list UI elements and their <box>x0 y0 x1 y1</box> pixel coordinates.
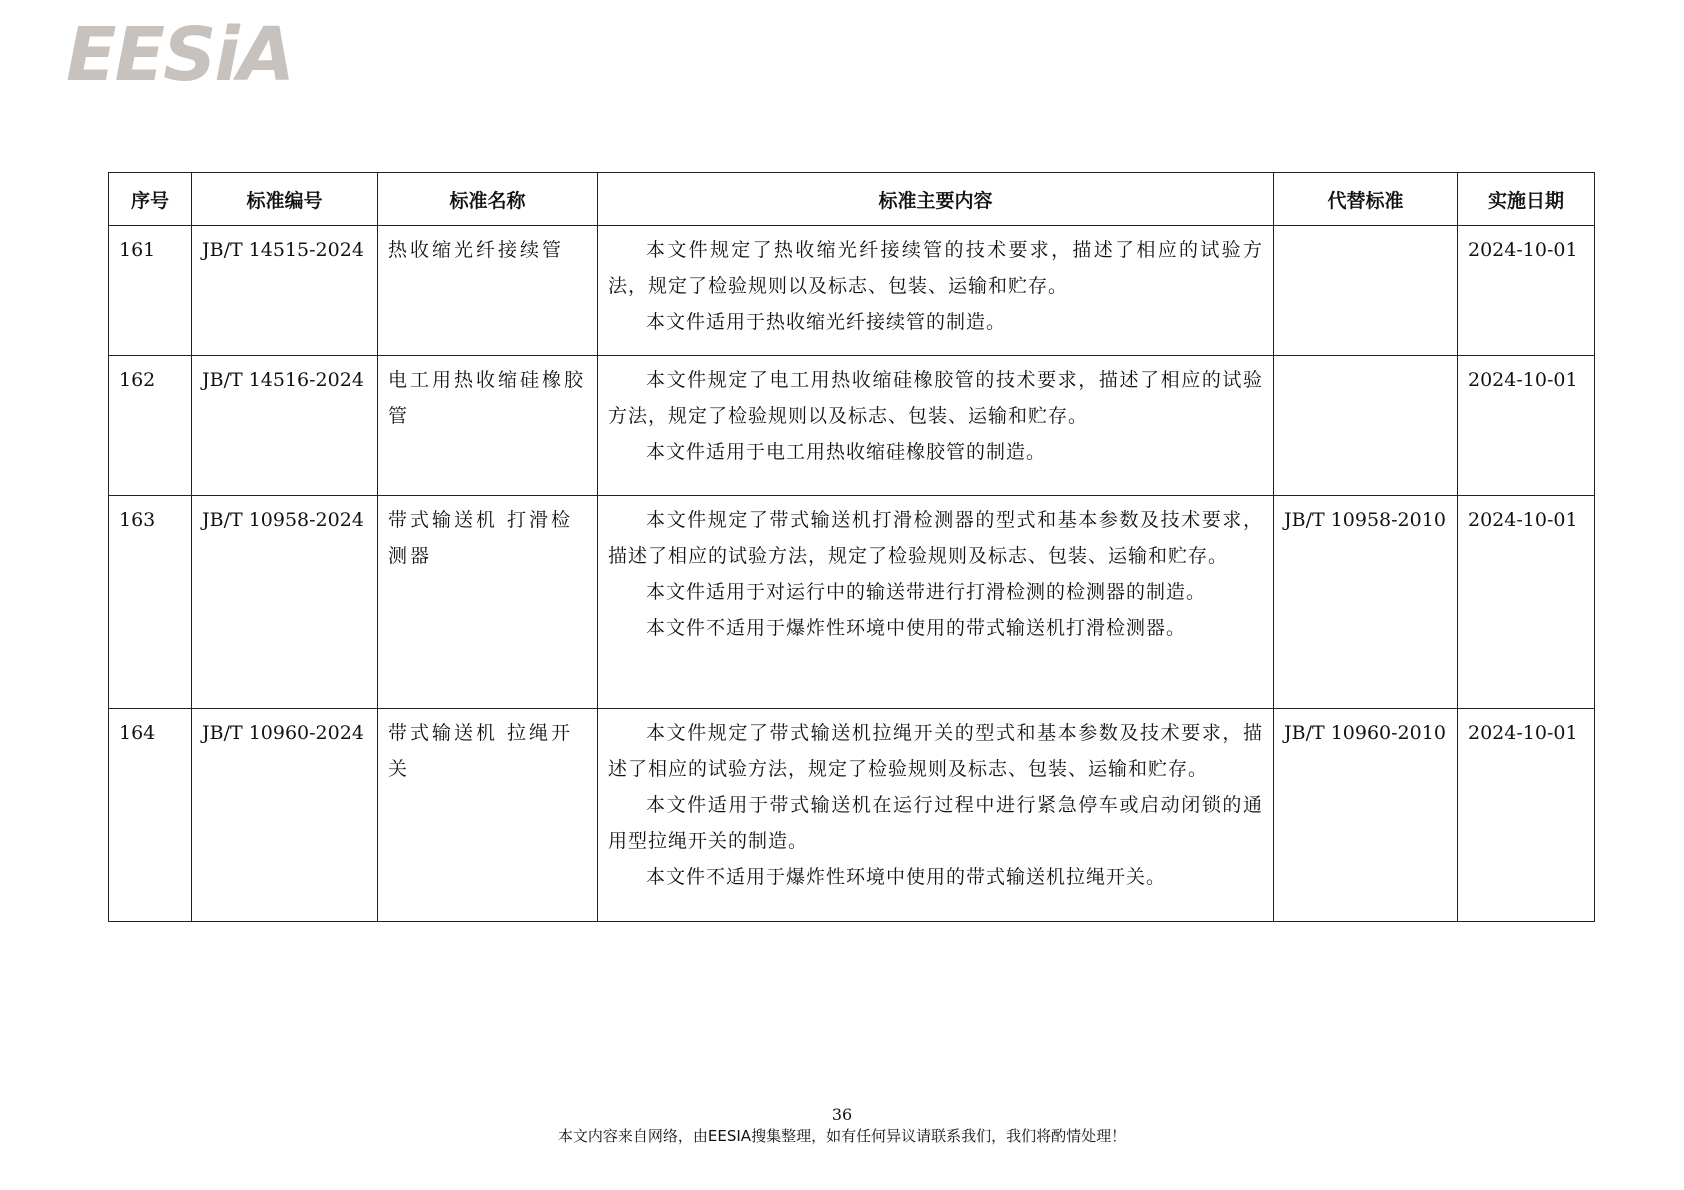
eesia-logo: EESiA <box>66 12 294 98</box>
main-content-cell <box>598 226 1274 356</box>
standard-code-cell: JB/T 14515-2024 <box>192 226 378 356</box>
effective-date-cell: 2024-10-01 <box>1458 709 1595 922</box>
header-standard-name: 标准名称 <box>378 173 598 226</box>
header-serial-no: 序号 <box>109 173 192 226</box>
effective-date-cell: 2024-10-01 <box>1458 356 1595 496</box>
content-paragraph: 本文件不适用于爆炸性环境中使用的带式输送机拉绳开关。 <box>646 866 1167 888</box>
standard-name-cell: 带式输送机 打滑检测器 <box>378 496 598 709</box>
table-row <box>109 356 1595 496</box>
main-content-cell <box>598 496 1274 709</box>
content-paragraph: 本文件适用于对运行中的输送带进行打滑检测的检测器的制造。 <box>646 581 1207 603</box>
serial-no-cell: 161 <box>109 226 192 356</box>
page-number: 36 <box>831 1105 853 1124</box>
replaced-standard-cell: JB/T 10958-2010 <box>1274 496 1458 709</box>
header-effective-date: 实施日期 <box>1458 173 1595 226</box>
effective-date-cell: 2024-10-01 <box>1458 496 1595 709</box>
standard-name-cell: 热收缩光纤接续管 <box>378 226 598 356</box>
content-paragraph: 本文件规定了带式输送机打滑检测器的型式和基本参数及技术要求，描述了相应的试验方法，规定了检验规则及标志、包装、运输和贮存。 <box>608 509 1263 567</box>
main-content-cell <box>598 356 1274 496</box>
header-standard-code: 标准编号 <box>192 173 378 226</box>
standards-table <box>108 172 1595 922</box>
header-main-content: 标准主要内容 <box>598 173 1274 226</box>
content-paragraph: 本文件适用于电工用热收缩硅橡胶管的制造。 <box>646 441 1047 463</box>
standard-name-cell: 电工用热收缩硅橡胶管 <box>378 356 598 496</box>
effective-date-cell: 2024-10-01 <box>1458 226 1595 356</box>
table-row <box>109 709 1595 922</box>
footer-disclaimer: 本文内容来自网络，由EESIA搜集整理，如有任何异议请联系我们，我们将酌情处理！ <box>557 1127 1127 1145</box>
main-content-cell <box>598 709 1274 922</box>
serial-no-cell: 164 <box>109 709 192 922</box>
content-paragraph: 本文件规定了热收缩光纤接续管的技术要求，描述了相应的试验方法，规定了检验规则以及标志、包装、运输和贮存。 <box>608 239 1263 297</box>
content-paragraph: 本文件不适用于爆炸性环境中使用的带式输送机打滑检测器。 <box>646 617 1187 639</box>
standard-code-cell: JB/T 10958-2024 <box>192 496 378 709</box>
serial-no-cell: 162 <box>109 356 192 496</box>
standard-code-cell: JB/T 14516-2024 <box>192 356 378 496</box>
content-paragraph: 本文件规定了带式输送机拉绳开关的型式和基本参数及技术要求，描述了相应的试验方法，规定了检验规则及标志、包装、运输和贮存。 <box>608 722 1263 780</box>
standard-name-cell: 带式输送机 拉绳开关 <box>378 709 598 922</box>
serial-no-cell: 163 <box>109 496 192 709</box>
header-replaced-standard: 代替标准 <box>1274 173 1458 226</box>
table-row <box>109 226 1595 356</box>
content-paragraph: 本文件适用于热收缩光纤接续管的制造。 <box>646 311 1007 333</box>
replaced-standard-cell: JB/T 10960-2010 <box>1274 709 1458 922</box>
table-header-row <box>109 173 1595 226</box>
replaced-standard-cell <box>1274 226 1458 356</box>
replaced-standard-cell <box>1274 356 1458 496</box>
table-row <box>109 496 1595 709</box>
content-paragraph: 本文件规定了电工用热收缩硅橡胶管的技术要求，描述了相应的试验方法，规定了检验规则以及标志、包装、运输和贮存。 <box>608 369 1263 427</box>
standard-code-cell: JB/T 10960-2024 <box>192 709 378 922</box>
content-paragraph: 本文件适用于带式输送机在运行过程中进行紧急停车或启动闭锁的通用型拉绳开关的制造。 <box>608 794 1263 852</box>
